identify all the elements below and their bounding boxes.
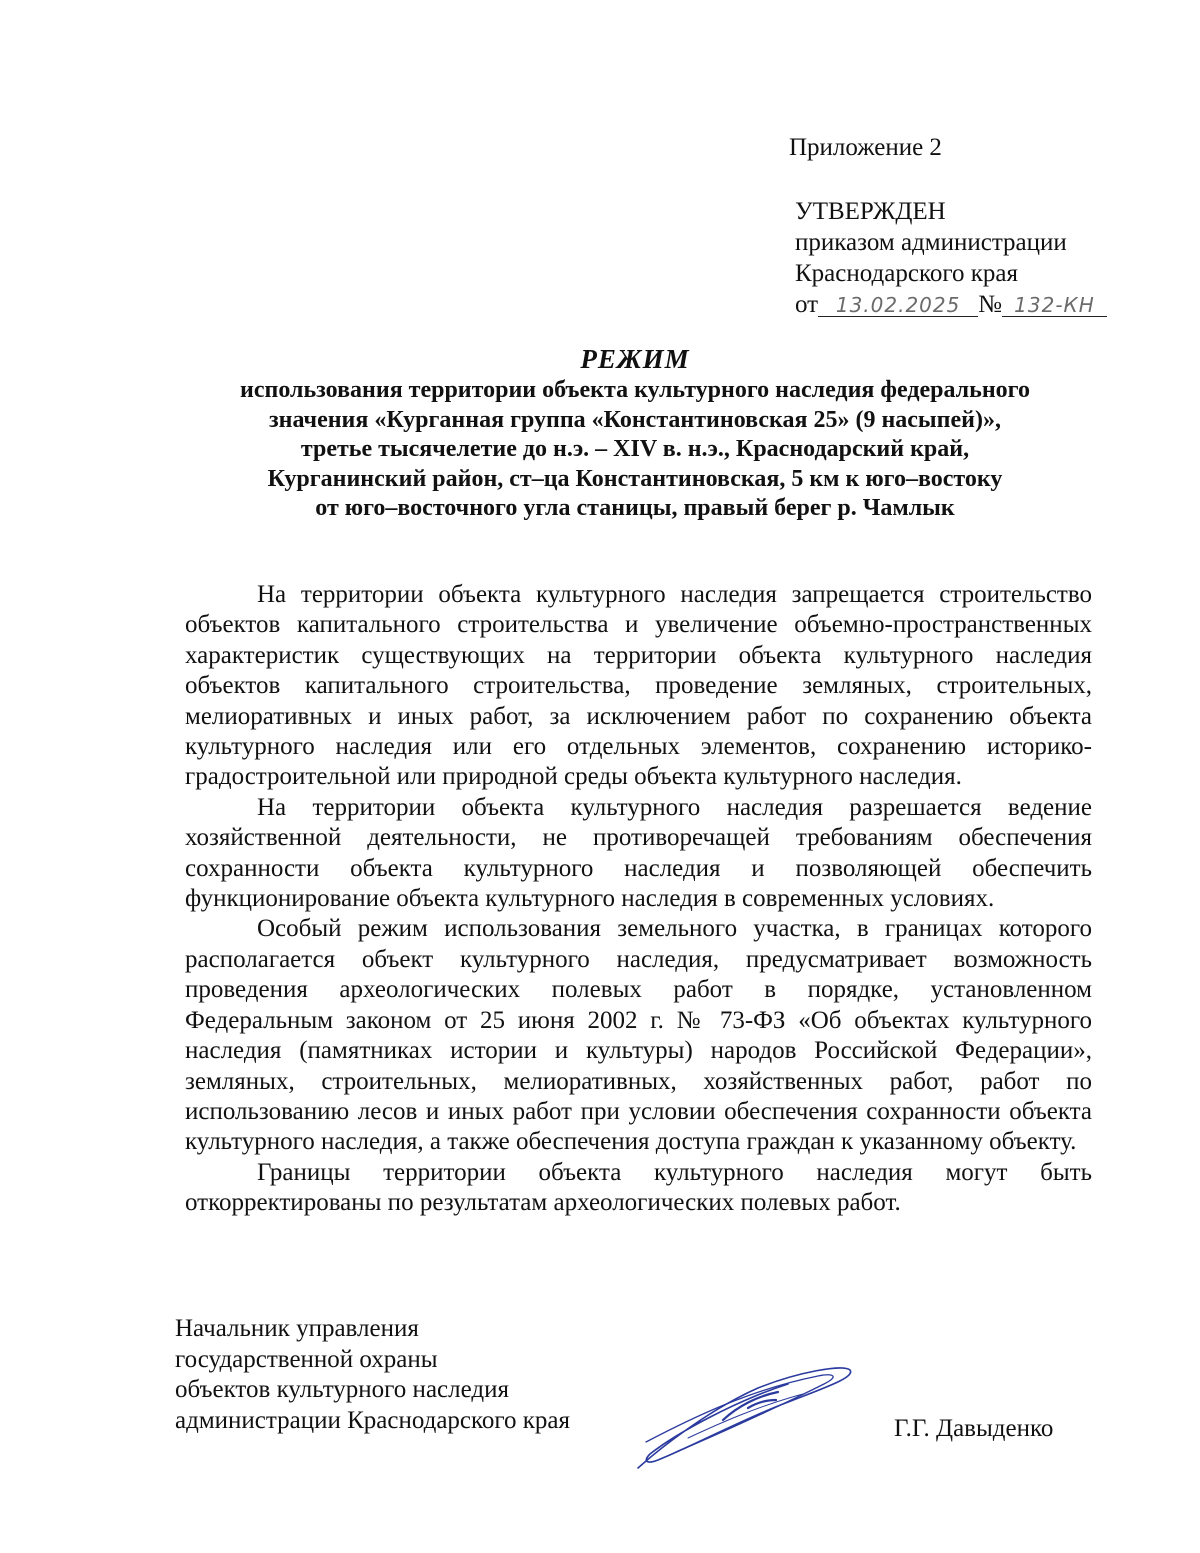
signatory-line-1: Начальник управления (175, 1315, 419, 1342)
heading-line-4: Курганинский район, ст–ца Константиновская, 5 км к юго–востоку (267, 465, 1003, 492)
approval-block (795, 196, 1107, 320)
body-paragraph-boundaries: Границы территории объекта культурного наследия могут быть откорректированы по результатам археологических полевых работ. (185, 1158, 1092, 1217)
signer-name: Г.Г. Давыденко (894, 1415, 1054, 1442)
signatory-line-2: государственной охраны (175, 1345, 438, 1373)
signatory-position (175, 1314, 570, 1436)
order-date-prefix: от (795, 291, 819, 318)
order-line (795, 289, 1107, 320)
appendix-label: Приложение 2 (789, 134, 942, 161)
order-number-handwritten: 132-КН (1002, 294, 1107, 317)
approved-title: УТВЕРЖДЕН (795, 198, 946, 225)
document-body (185, 580, 1092, 1219)
order-number-sign: № (978, 291, 1002, 318)
handwritten-signature (628, 1350, 858, 1480)
approved-by-line-1: приказом администрации (795, 229, 1067, 256)
heading-line-2: значения «Курганная группа «Константиновская 25» (9 насыпей)», (269, 406, 1001, 433)
body-paragraph-special-regime: Особый режим использования земельного участка, в границах которого располагается объект культурного наследия, предусматривает возможность проведения археологических полевых работ в порядке, установленном Федеральным законом от 25 июня 2002 г. № 73-ФЗ «Об объектах культурного наследия (памятниках истории и культуры) народов Российской Федерации», земляных, строительных, мелиоративных, хозяйственных работ, работ по использованию лесов и иных работ при условии обеспечения сохранности объекта культурного наследия, а также обеспечения доступа граждан к указанному объекту. (185, 915, 1092, 1156)
heading-line-3: третье тысячелетие до н.э. – XIV в. н.э., Краснодарский край, (300, 436, 970, 462)
document-heading (180, 342, 1090, 524)
signatory-line-3: объектов культурного наследия (175, 1376, 509, 1403)
signatory-line-4: администрации Краснодарского края (175, 1406, 571, 1434)
body-paragraph-permissions: На территории объекта культурного наследия разрешается ведение хозяйственной деятельности, не противоречащей требованиям обеспечения сохранности объекта культурного наследия и позволяющей обеспечить функционирование объекта культурного наследия в современных условиях. (185, 793, 1092, 913)
order-date-handwritten: 13.02.2025 (818, 294, 978, 317)
body-paragraph-prohibitions: На территории объекта культурного наследия запрещается строительство объектов капитального строительства и увеличение объемно-пространственных характеристик существующих на территории объекта культурного наследия объектов капитального строительства, проведение земляных, строительных, мелиоративных и иных работ, за исключением работ по сохранению объекта культурного наследия или его отдельных элементов, сохранению историко-градостроительной или природной среды объекта культурного наследия. (185, 581, 1092, 791)
document-title: РЕЖИМ (580, 344, 690, 374)
approved-by-line-2: Краснодарского края (795, 260, 1018, 287)
heading-line-1: использования территории объекта культурного наследия федерального (240, 377, 1030, 403)
heading-line-5: от юго–восточного угла станицы, правый берег р. Чамлык (315, 495, 955, 521)
